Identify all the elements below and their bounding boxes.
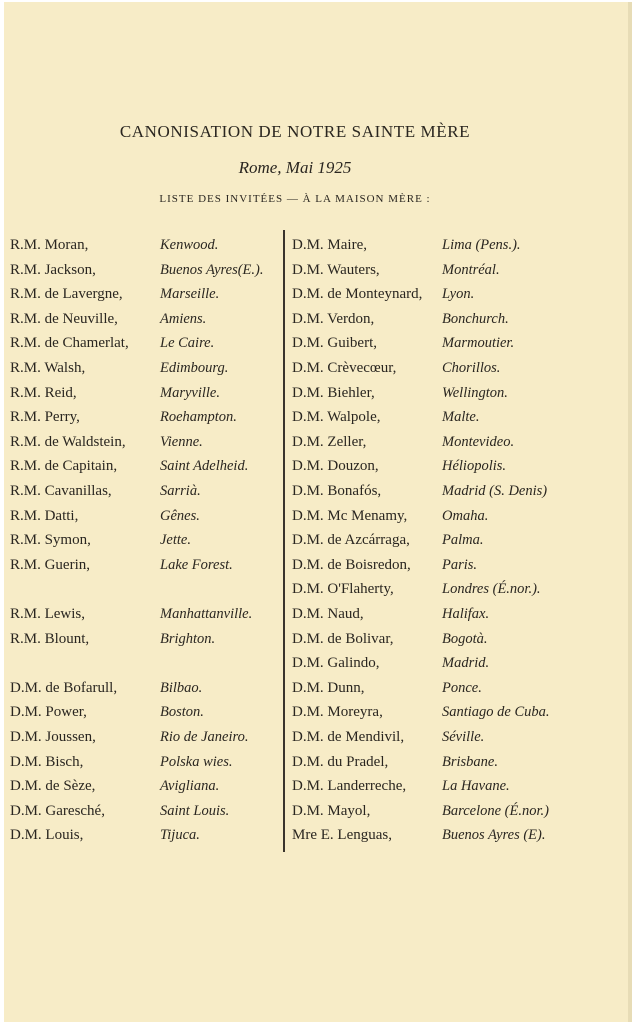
invitee-house: Avigliana.: [160, 778, 220, 795]
document-page: [4, 2, 632, 1022]
invitee-house: Saint Louis.: [160, 802, 230, 819]
list-heading: LISTE DES INVITÉES — À LA MAISON MÈRE :: [159, 193, 431, 205]
invitee-name: R.M. de Waldstein,: [10, 433, 126, 450]
invitee-house: Montréal.: [442, 261, 500, 278]
invitee-house: Jette.: [160, 532, 191, 549]
invitee-name: D.M. de Monteynard,: [292, 286, 423, 303]
invitee-name: D.M. Mc Menamy,: [292, 507, 408, 524]
invitee-name: D.M. de Bofarull,: [10, 679, 118, 696]
invitee-house: Séville.: [442, 729, 485, 745]
invitee-name: R.M. Datti,: [10, 507, 79, 524]
invitee-name: R.M. Moran,: [10, 237, 89, 253]
invitee-house: Paris.: [442, 556, 478, 573]
invitee-name: D.M. O'Flaherty,: [292, 581, 394, 598]
invitee-house: Edimbourg.: [160, 360, 229, 376]
invitee-name: D.M. Biehler,: [292, 384, 375, 401]
invitee-house: Buenos Ayres(E.).: [160, 261, 264, 278]
invitee-house: Ponce.: [442, 679, 482, 696]
invitee-house: Brighton.: [160, 630, 216, 647]
invitee-name: D.M. Zeller,: [292, 433, 367, 450]
invitee-name: D.M. Maire,: [292, 237, 367, 253]
invitee-name: D.M. Power,: [10, 704, 87, 721]
invitee-house: Amiens.: [160, 310, 207, 327]
invitee-name: R.M. Perry,: [10, 409, 80, 426]
invitee-house: Vienne.: [160, 433, 203, 450]
invitee-house: Boston.: [160, 704, 204, 721]
invitee-name: R.M. Lewis,: [10, 606, 85, 622]
invitee-name: D.M. Bisch,: [10, 753, 84, 770]
invitee-name: D.M. Verdon,: [292, 310, 375, 327]
invitee-name: D.M. Joussen,: [10, 729, 96, 745]
invitee-house: Polska wies.: [160, 753, 233, 770]
invitee-house: Buenos Ayres (E).: [442, 827, 546, 844]
invitee-name: D.M. Galindo,: [292, 655, 380, 672]
invitee-name: Mre E. Lenguas,: [292, 827, 392, 844]
invitee-name: D.M. Wauters,: [292, 261, 380, 278]
invitee-house: Sarrià.: [160, 483, 201, 499]
invitee-name: D.M. du Pradel,: [292, 753, 389, 770]
invitee-house: Marseille.: [160, 286, 220, 303]
invitee-name: D.M. Garesché,: [10, 802, 105, 819]
invitee-house: Lima (Pens.).: [442, 237, 521, 253]
invitee-name: D.M. Mayol,: [292, 802, 371, 819]
invitee-name: D.M. de Sèze,: [10, 778, 96, 795]
invitee-house: Manhattanville.: [160, 606, 253, 622]
invitee-name: R.M. Symon,: [10, 532, 91, 549]
invitee-house: Montevideo.: [442, 433, 515, 450]
invitee-name: R.M. Guerin,: [10, 556, 90, 573]
invitee-house: Madrid (S. Denis): [442, 483, 548, 499]
invitee-house: La Havane.: [442, 778, 510, 795]
invitee-house: Wellington.: [442, 384, 508, 401]
invitee-house: Omaha.: [442, 507, 489, 524]
invitee-name: D.M. de Mendivil,: [292, 729, 405, 745]
invitee-house: Madrid.: [442, 655, 490, 672]
invitee-house: Le Caire.: [160, 335, 215, 352]
invitee-house: Rio de Janeiro.: [160, 729, 249, 745]
invitee-name: R.M. de Neuville,: [10, 310, 118, 327]
invitee-house: Malte.: [442, 409, 480, 426]
invitee-name: D.M. Landerreche,: [292, 778, 407, 795]
invitee-house: Brisbane.: [442, 753, 498, 770]
invitee-name: R.M. Walsh,: [10, 360, 86, 376]
invitee-name: D.M. Bonafós,: [292, 483, 382, 499]
invitee-name: D.M. Walpole,: [292, 409, 381, 426]
invitee-name: D.M. de Boisredon,: [292, 556, 411, 573]
invitee-name: R.M. Cavanillas,: [10, 483, 112, 499]
invitee-house: Héliopolis.: [442, 458, 507, 475]
invitee-house: Lake Forest.: [160, 556, 233, 573]
invitee-name: R.M. Blount,: [10, 630, 90, 647]
invitee-name: D.M. Moreyra,: [292, 704, 383, 721]
invitee-house: Chorillos.: [442, 360, 501, 376]
invitee-house: Kenwood.: [160, 237, 219, 253]
invitee-name: R.M. de Lavergne,: [10, 286, 123, 303]
invitee-house: Bogotà.: [442, 630, 488, 647]
invitee-house: Halifax.: [442, 606, 490, 622]
invitee-name: D.M. Naud,: [292, 606, 364, 622]
invitee-house: Bilbao.: [160, 679, 203, 696]
invitee-name: D.M. Crèvecœur,: [292, 360, 397, 376]
invitee-house: Londres (É.nor.).: [442, 581, 541, 598]
invitee-house: Barcelone (É.nor.): [442, 802, 549, 819]
invitee-name: D.M. Douzon,: [292, 458, 379, 475]
invitee-house: Lyon.: [442, 286, 475, 303]
invitee-house: Maryville.: [160, 384, 220, 401]
document-subtitle: Rome, Mai 1925: [238, 158, 352, 177]
invitee-name: R.M. de Capitain,: [10, 458, 118, 475]
invitee-name: R.M. de Chamerlat,: [10, 335, 129, 352]
invitee-name: R.M. Jackson,: [10, 261, 96, 278]
invitee-house: Saint Adelheid.: [160, 458, 249, 475]
invitee-house: Roehampton.: [160, 409, 237, 426]
column-divider: [283, 230, 285, 852]
invitee-house: Bonchurch.: [442, 310, 509, 327]
invitee-name: D.M. Guibert,: [292, 335, 377, 352]
invitee-house: Marmoutier.: [442, 335, 515, 352]
document-title: CANONISATION DE NOTRE SAINTE MÈRE: [119, 122, 471, 141]
invitee-name: D.M. Dunn,: [292, 679, 365, 696]
invitee-house: Santiago de Cuba.: [442, 704, 550, 721]
invitee-name: R.M. Reid,: [10, 384, 77, 401]
invitee-house: Tijuca.: [160, 827, 200, 844]
invitee-house: Palma.: [442, 532, 484, 549]
invitee-house: Gênes.: [160, 507, 200, 524]
invitee-name: D.M. Louis,: [10, 827, 84, 844]
invitee-name: D.M. de Azcárraga,: [292, 532, 410, 549]
invitee-name: D.M. de Bolivar,: [292, 630, 394, 647]
